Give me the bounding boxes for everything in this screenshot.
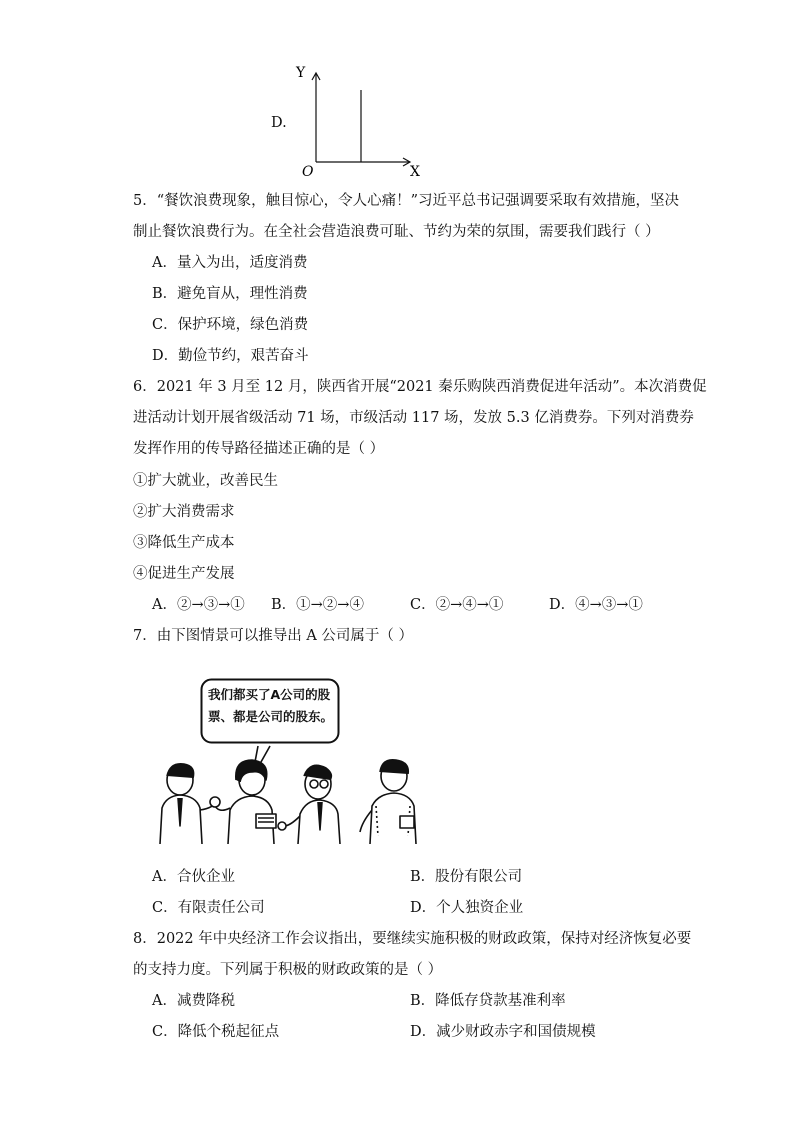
q7-option-d: D．个人独资企业 (410, 900, 524, 916)
q6-item-1: ①扩大就业，改善民生 (133, 473, 278, 489)
q5-stem-line1: 5．“餐饮浪费现象，触目惊心，令人心痛！”习近平总书记强调要采取有效措施，坚决 (133, 193, 680, 209)
q5-option-c: C．保护环境，绿色消费 (152, 317, 309, 333)
q8-stem-line1: 8．2022 年中央经济工作会议指出，要继续实施积极的财政政策，保持对经济恢复必要 (133, 931, 692, 947)
q6-option-a: A．②→③→① (152, 597, 245, 613)
q6-stem-line1: 6．2021 年 3 月至 12 月，陕西省开展“2021 秦乐购陕西消费促进年活动”。本次消费促 (133, 379, 707, 395)
q5-option-d: D．勤俭节约，艰苦奋斗 (152, 348, 309, 364)
q8-option-d: D．减少财政赤字和国债规模 (410, 1024, 596, 1040)
origin-label: O (302, 164, 314, 180)
option-d-label: D. (271, 115, 287, 131)
q5-stem-line2: 制止餐饮浪费行为。在全社会营造浪费可耻、节约为荣的氛围，需要我们践行（ ） (133, 224, 660, 240)
q6-item-3: ③降低生产成本 (133, 535, 235, 551)
q6-option-d: D．④→③→① (549, 597, 643, 613)
q7-option-b: B．股份有限公司 (410, 869, 523, 885)
y-axis-label: Y (296, 65, 306, 81)
x-axis-label: X (410, 164, 420, 180)
q5-option-b: B．避免盲从，理性消费 (152, 286, 308, 302)
q6-stem-line2: 进活动计划开展省级活动 71 场，市级活动 117 场，发放 5.3 亿消费券。下列对消费券 (133, 410, 694, 426)
q8-stem-line2: 的支持力度。下列属于积极的财政政策的是（ ） (133, 962, 443, 978)
q8-option-b: B．降低存贷款基准利率 (410, 993, 566, 1009)
q6-stem-line3: 发挥作用的传导路径描述正确的是（ ） (133, 441, 385, 457)
shareholders-cartoon (148, 676, 438, 848)
q6-item-2: ②扩大消费需求 (133, 504, 235, 520)
q7-option-a: A．合伙企业 (152, 869, 235, 885)
q6-option-c: C．②→④→① (410, 597, 504, 613)
option-d-graph (266, 60, 436, 180)
q7-option-c: C．有限责任公司 (152, 900, 265, 916)
q6-item-4: ④促进生产发展 (133, 566, 235, 582)
q7-stem: 7．由下图情景可以推导出 A 公司属于（ ） (133, 628, 414, 644)
q8-option-a: A．减费降税 (152, 993, 235, 1009)
q6-option-b: B．①→②→④ (271, 597, 364, 613)
q5-option-a: A．量入为出，适度消费 (152, 255, 308, 271)
speech-bubble-text: 我们都买了A公司的股票、都是公司的股东。 (208, 687, 334, 724)
q8-option-c: C．降低个税起征点 (152, 1024, 280, 1040)
